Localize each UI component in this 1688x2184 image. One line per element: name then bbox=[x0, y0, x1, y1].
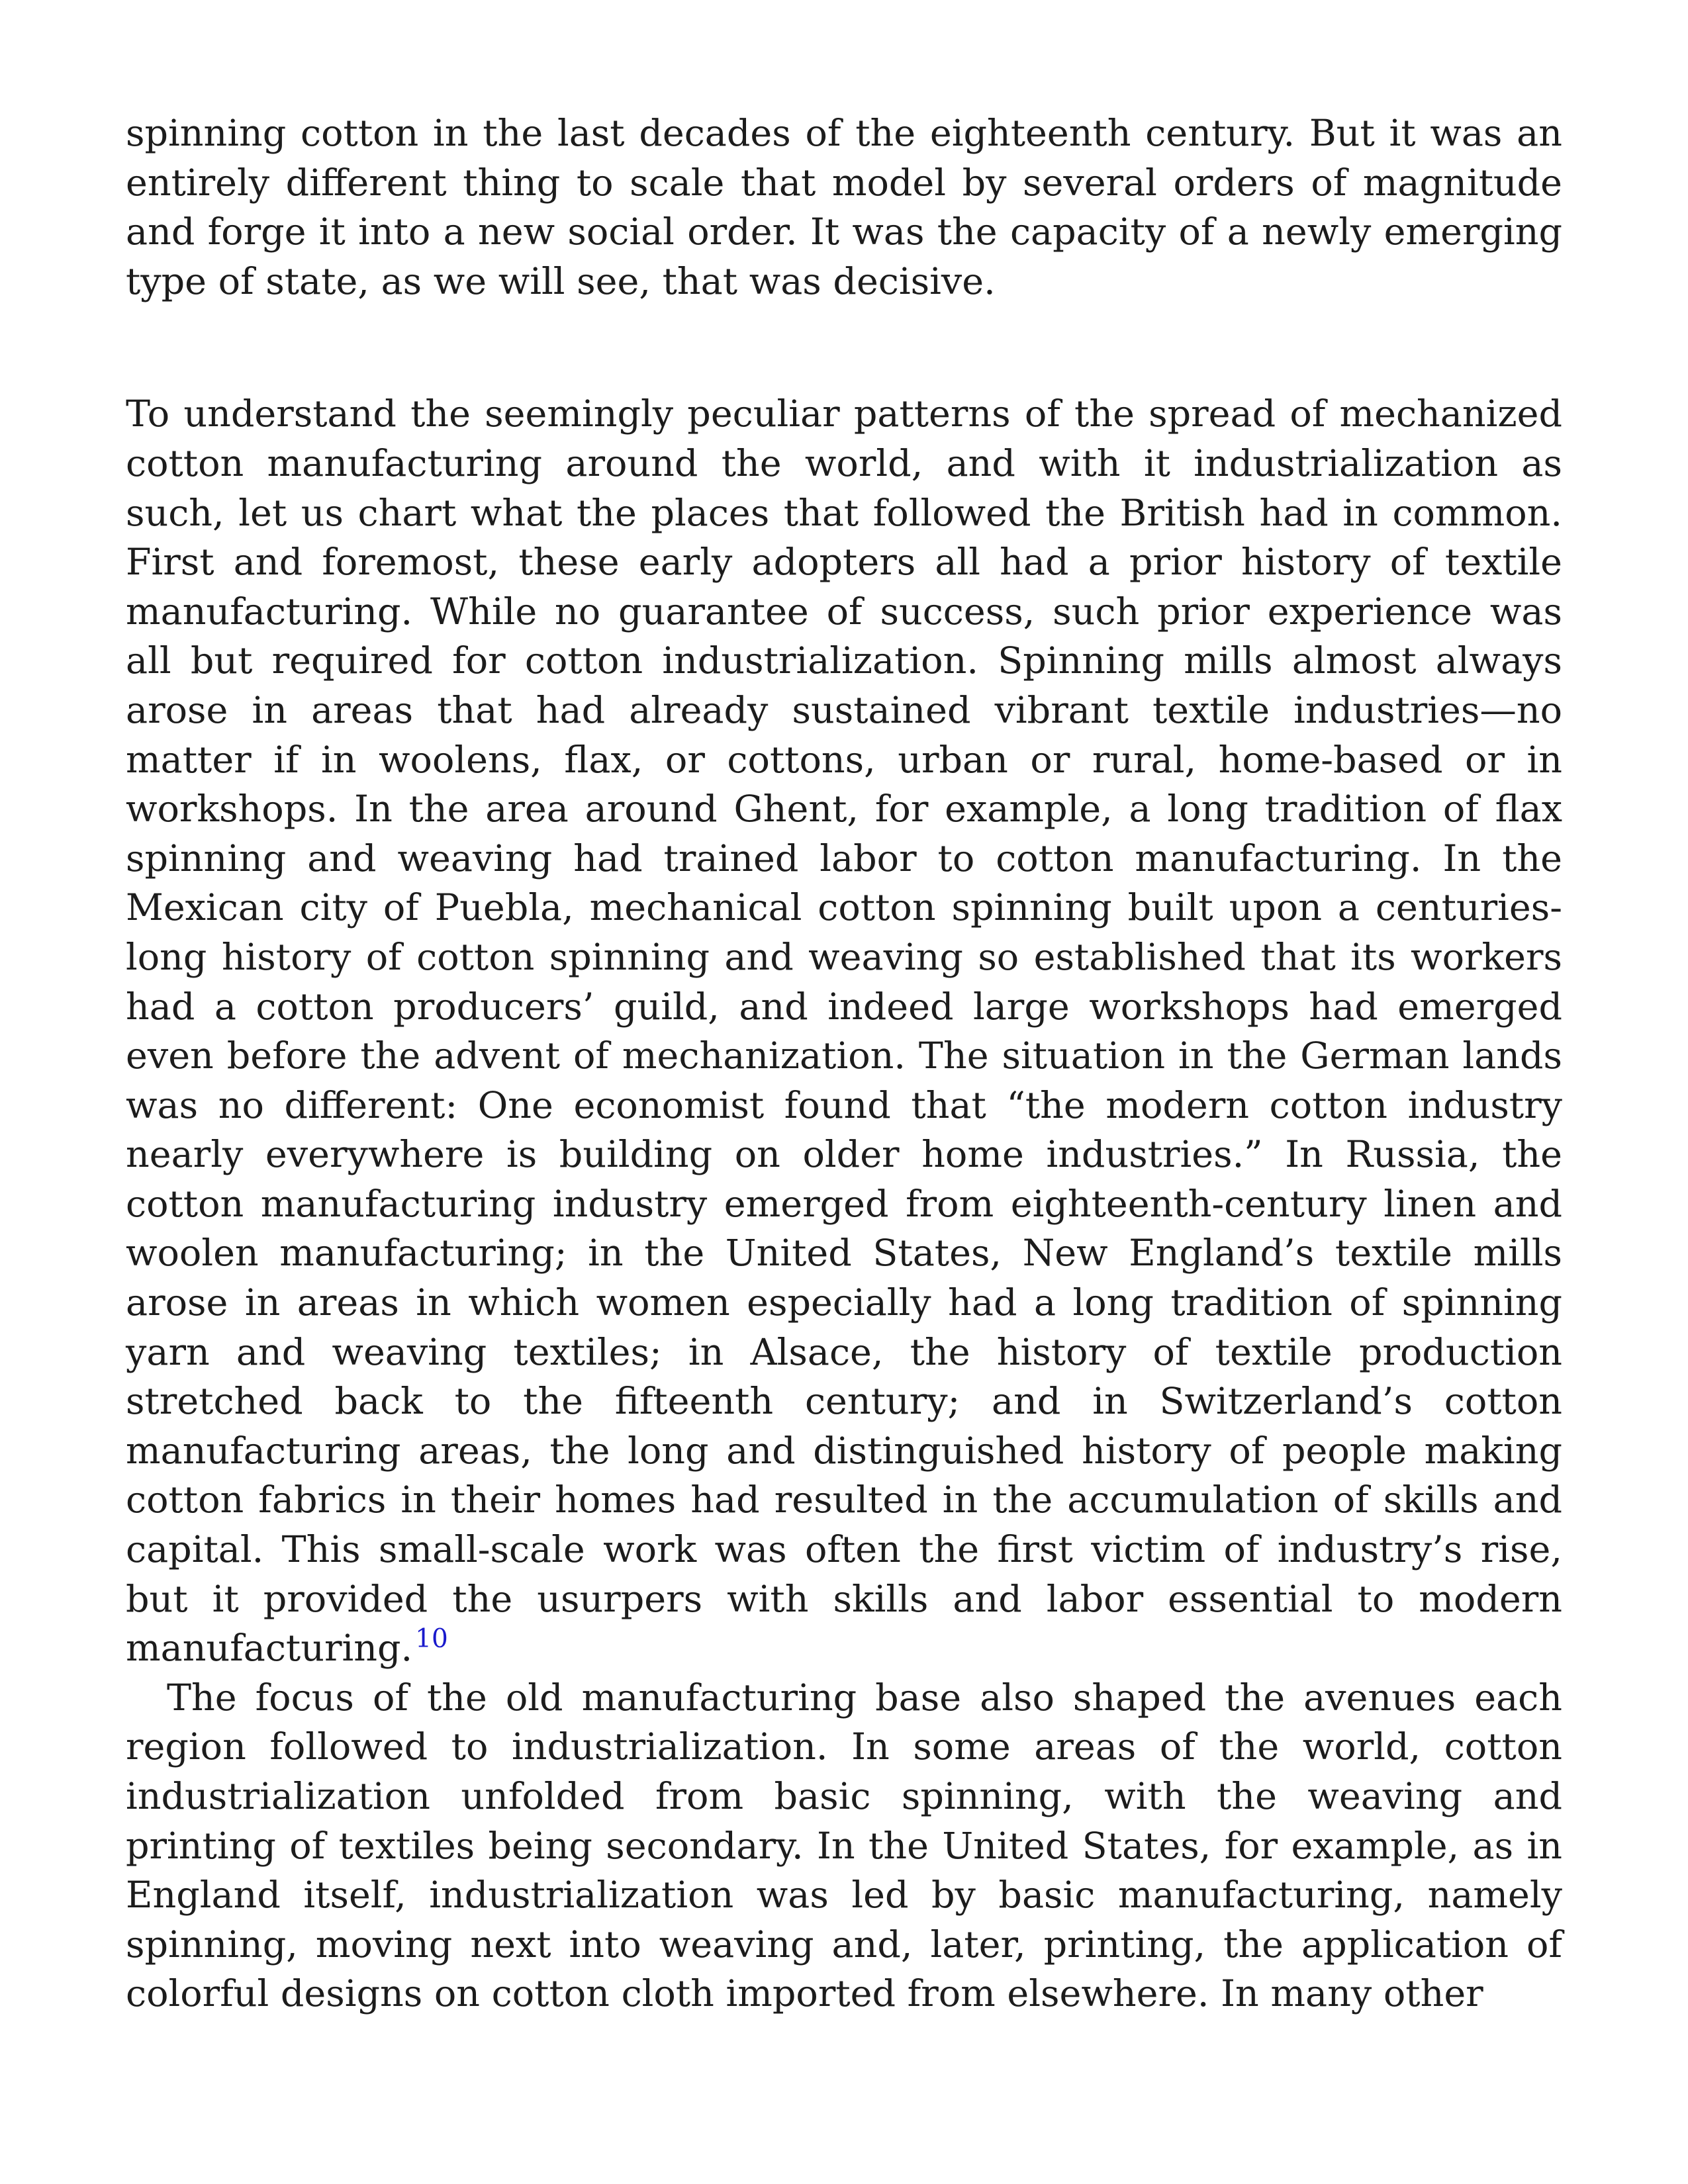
paragraph-text: The focus of the old manufacturing base also shaped the avenues each region followed to industrialization. In some areas of the world, cotton industrialization unfolded from basic spinning, with the weaving and printing of textiles being secondary. In the United States, for example, as in England itself, industrialization was led by basic manufacturing, namely spinning, moving next into weaving and, later, printing, the application of colorful designs on cotton cloth imported from elsewhere. In many other bbox=[126, 1676, 1562, 2016]
paragraph-manufacturing-base bbox=[126, 1674, 1562, 2019]
paragraph-text: spinning cotton in the last decades of the eighteenth century. But it was an entirely different thing to scale that model by several orders of magnitude and forge it into a new social order. It was the capacity of a newly emerging type of state, as we will see, that was decisive. bbox=[126, 112, 1562, 303]
paragraph-continuation bbox=[126, 109, 1562, 306]
page-body bbox=[126, 109, 1562, 2019]
footnote-reference-link[interactable]: 10 bbox=[415, 1624, 448, 1655]
paragraph-text: To understand the seemingly peculiar patterns of the spread of mechanized cotton manufacturing around the world, and with it industrialization as such, let us chart what the places that followed the British had in common. First and foremost, these early adopters all had a prior history of textile manufacturing. While no guarantee of success, such prior experience was all but required for cotton industrialization. Spinning mills almost always arose in areas that had already sustained vibrant textile industries—no matter if in woolens, flax, or cottons, urban or rural, home-based or in workshops. In the area around Ghent, for example, a long tradition of flax spinning and weaving had trained labor to cotton manufacturing. In the Mexican city of Puebla, mechanical cotton spinning built upon a centuries-long history of cotton spinning and weaving so established that its workers had a cotton producers’ guild, and indeed large workshops had emerged even before the advent of mechanization. The situation in the German lands was no different: One economist found that “the modern cotton industry nearly everywhere is building on older home industries.” In Russia, the cotton manufacturing industry emerged from eighteenth-century linen and woolen manufacturing; in the United States, New England’s textile mills arose in areas in which women especially had a long tradition of spinning yarn and weaving textiles; in Alsace, the history of textile production stretched back to the fifteenth century; and in Switzerland’s cotton manufacturing areas, the long and distinguished history of people making cotton fabrics in their homes had resulted in the accumulation of skills and capital. This small-scale work was often the first victim of industry’s rise, but it provided the usurpers with skills and labor essential to modern manufacturing. bbox=[126, 392, 1562, 1670]
paragraph-prior-textile-history bbox=[126, 390, 1562, 1673]
